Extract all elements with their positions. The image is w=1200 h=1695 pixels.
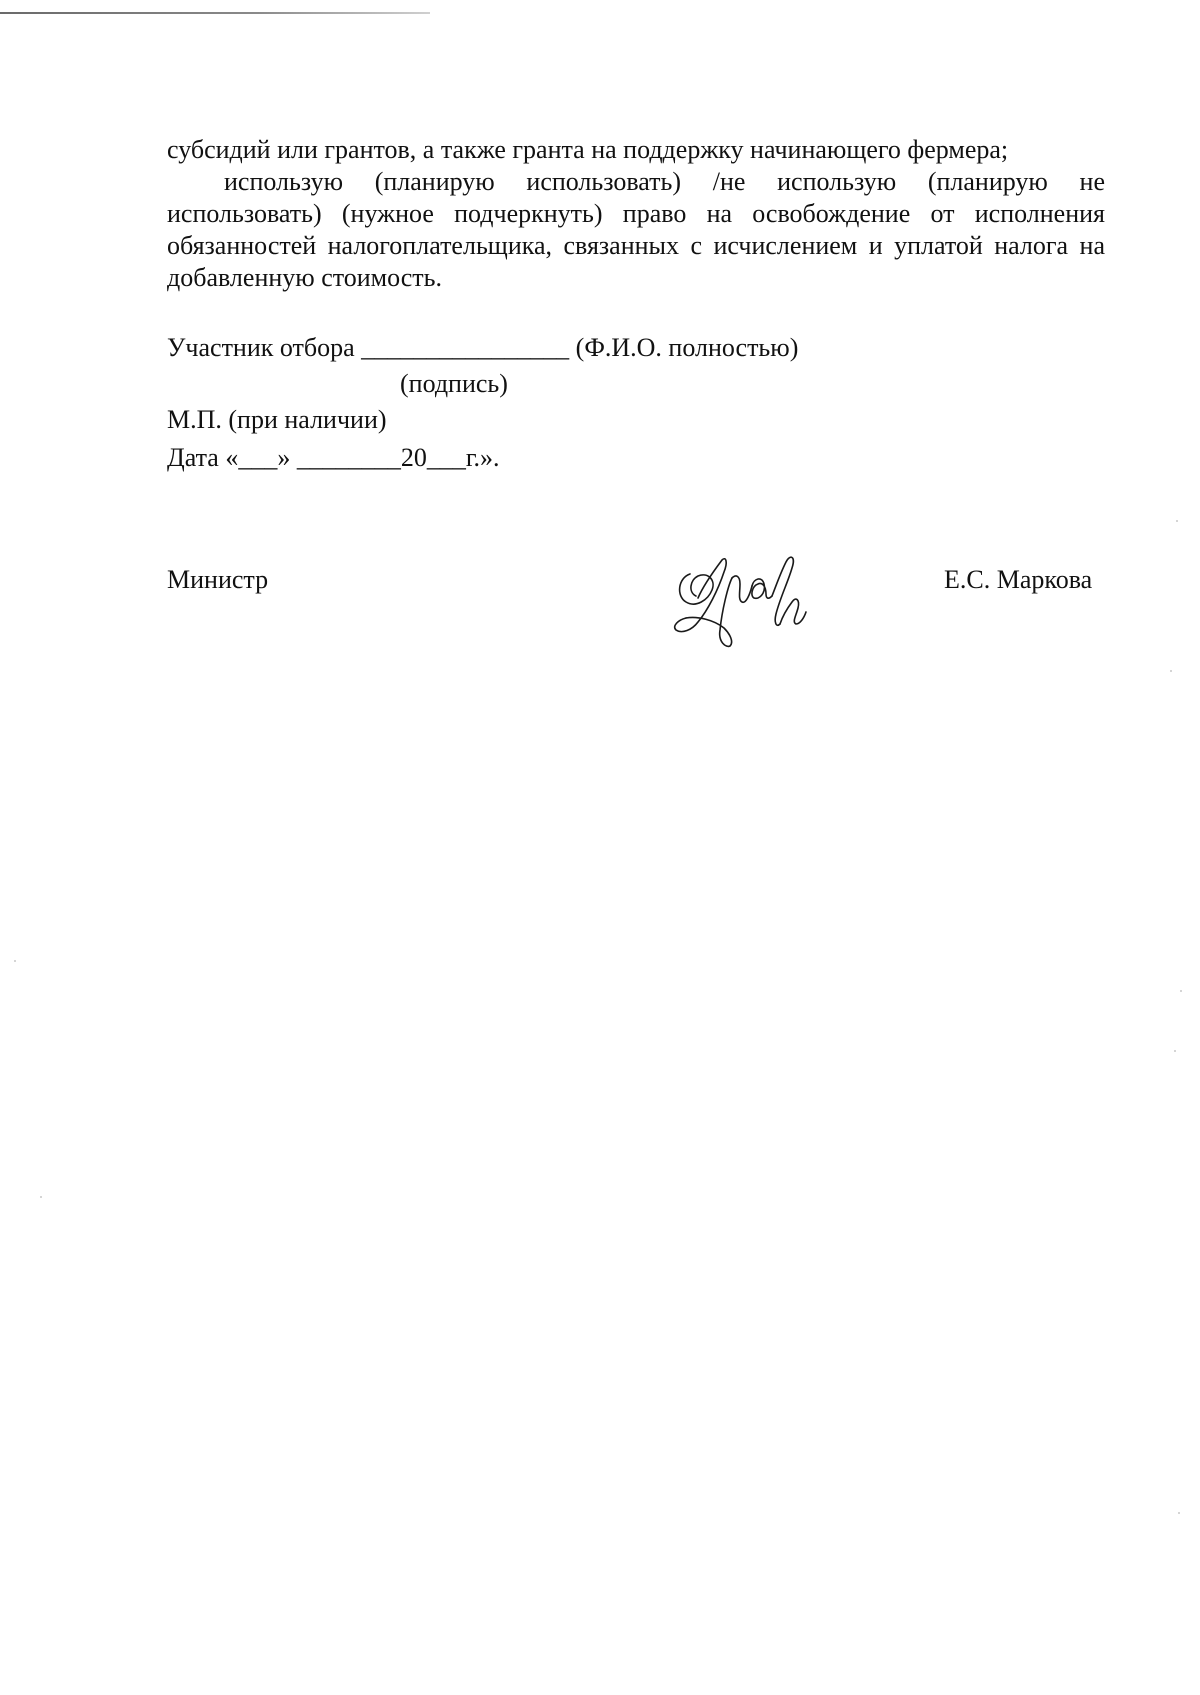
seal-line: М.П. (при наличии) — [167, 405, 387, 434]
document-body — [167, 134, 1105, 294]
signature-caption: (подпись) — [400, 369, 508, 398]
date-line: Дата «___» ________20___г.». — [167, 443, 500, 472]
paragraph-vat-exemption: использую (планирую использовать) /не использую (планирую не использовать) (нужное подчеркнуть) право на освобождение от исполнения обязанностей налогоплательщика, связанных с исчислением и уплатой налога на добавленную стоимость. — [167, 167, 1105, 292]
scan-speck — [14, 960, 16, 962]
paragraph-grants: субсидий или грантов, а также гранта на поддержку начинающего фермера; — [167, 135, 1009, 164]
scan-speck — [1176, 520, 1178, 522]
signoff-name: Е.С. Маркова — [944, 565, 1093, 594]
scan-speck — [1170, 670, 1172, 672]
participant-signature-line: Участник отбора ________________ (Ф.И.О. полностью) — [167, 333, 799, 362]
scan-speck — [1174, 1050, 1176, 1052]
scan-edge-line — [0, 12, 430, 14]
scan-speck — [1178, 1512, 1180, 1514]
handwritten-signature — [668, 538, 828, 650]
scan-speck — [40, 1196, 42, 1198]
signoff-position: Министр — [167, 565, 269, 594]
scan-speck — [1180, 990, 1182, 992]
